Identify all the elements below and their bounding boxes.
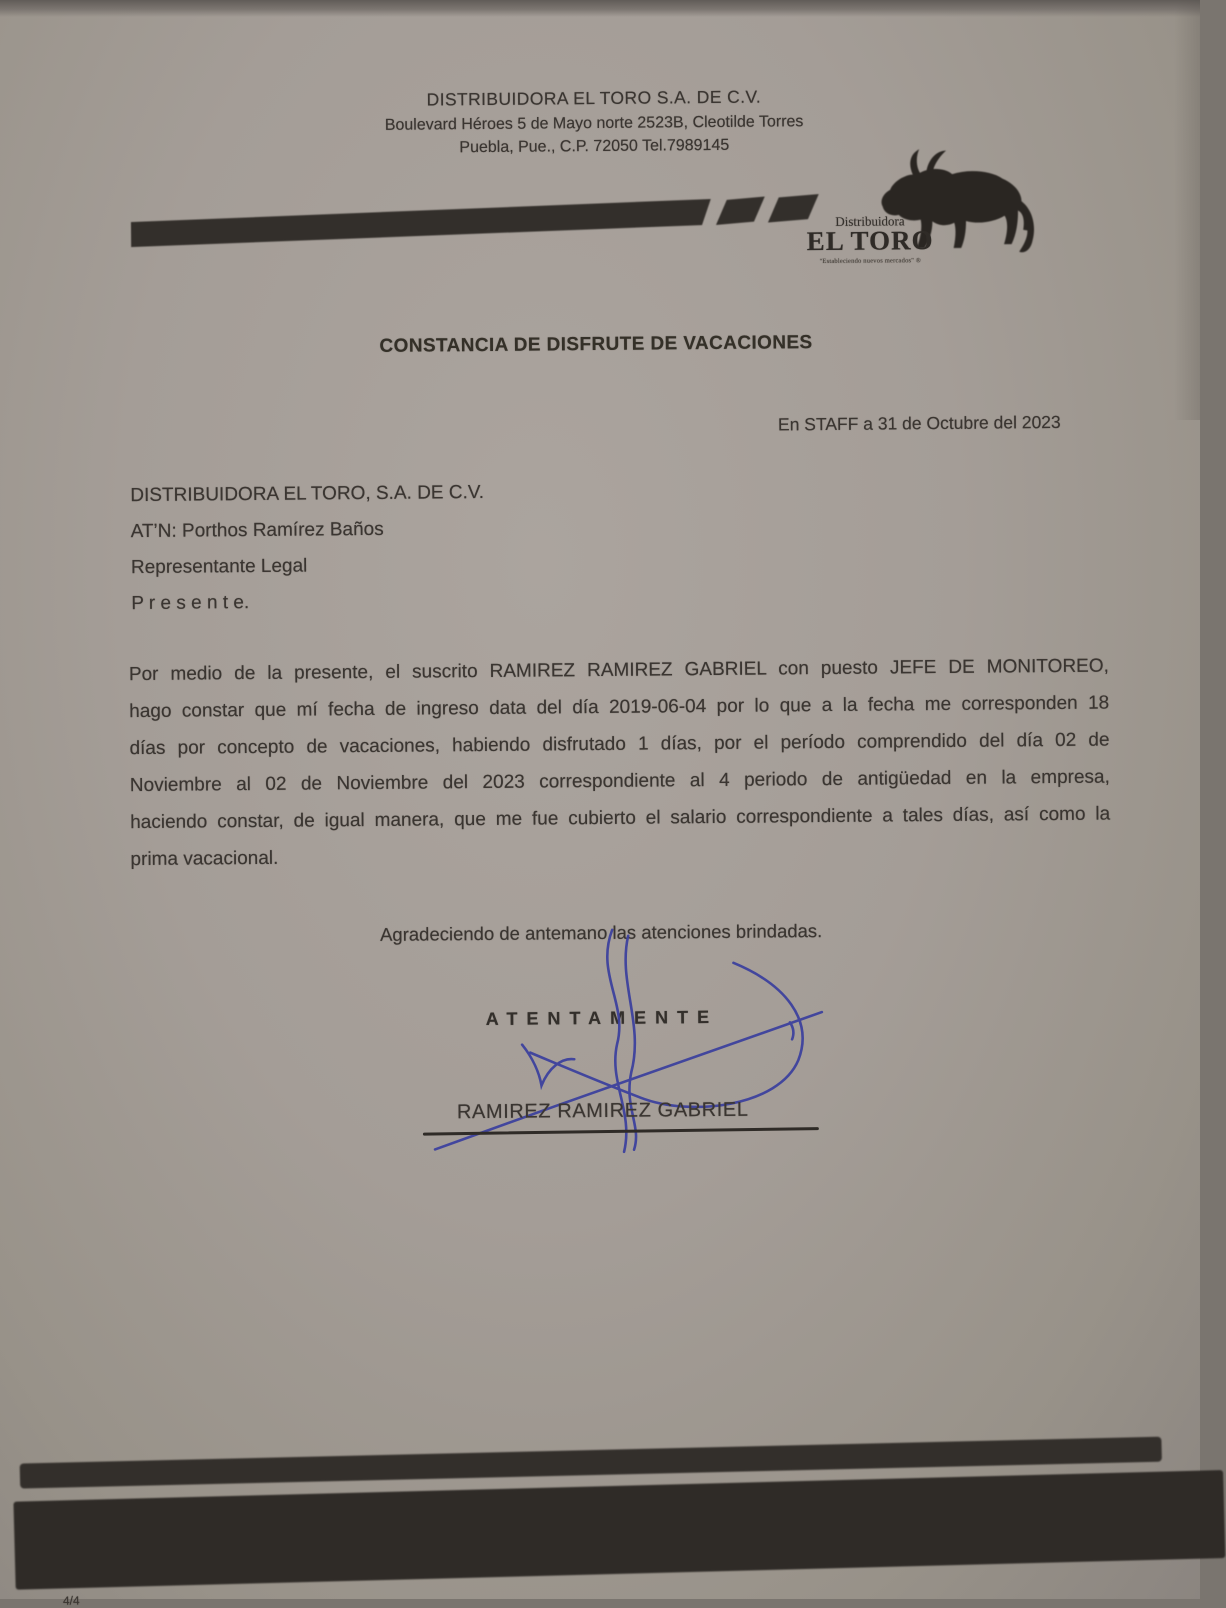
letter-body	[129, 656, 1111, 887]
recipient-attention: AT’N: Porthos Ramírez Baños	[130, 518, 384, 543]
header-divider-bar	[131, 194, 831, 252]
logo-tagline: "Estableciendo nuevos mercados" ®	[819, 257, 922, 266]
logo-brand-name: EL TORO	[806, 225, 934, 257]
signature-heading: ATENTAMENTE	[485, 1006, 719, 1030]
body-line: hago constar que mí fecha de ingreso data del día 2019-06-04 por lo que a la fecha me corresponden 18	[129, 692, 1110, 723]
body-line: haciendo constar, de igual manera, que me fue cubierto el salario correspondiente a tales días, así como la	[130, 803, 1111, 834]
el-toro-logo	[794, 146, 1065, 288]
date-line: En STAFF a 31 de Octubre del 2023	[777, 411, 1061, 435]
recipient-block	[130, 475, 485, 622]
body-line: Por medio de la presente, el suscrito RAMIREZ RAMIREZ GABRIEL con puesto JEFE DE MONITOREO,	[128, 655, 1109, 686]
footer-divider-bar-thick	[13, 1470, 1225, 1590]
signature-scribble	[381, 910, 853, 1164]
document-title: CONSTANCIA DE DISFRUTE DE VACACIONES	[379, 332, 813, 357]
recipient-salutation: P r e s e n t e.	[131, 592, 250, 615]
letterhead-company: DISTRIBUIDORA EL TORO S.A. DE C.V.	[426, 86, 762, 110]
recipient-role: Representante Legal	[130, 555, 308, 579]
logo-brand-top: Distribuidora	[835, 213, 905, 229]
letterhead-address-line2: Puebla, Pue., C.P. 72050 Tel.7989145	[459, 136, 730, 157]
body-line: prima vacacional.	[130, 847, 279, 871]
page-indicator: 4/4	[62, 1593, 80, 1608]
body-line: Noviembre al 02 de Noviembre del 2023 correspondiente al 4 periodo de antigüedad en la empresa,	[129, 766, 1110, 797]
closing-line: Agradeciendo de antemano las atenciones brindadas.	[379, 920, 823, 945]
letterhead-address-line1: Boulevard Héroes 5 de Mayo norte 2523B, Cleotilde Torres	[384, 113, 804, 134]
body-line: días por concepto de vacaciones, habiendo disfrutado 1 días, por el período comprendido del día 02 de	[129, 729, 1110, 760]
signatory-name: RAMIREZ RAMIREZ GABRIEL	[456, 1098, 749, 1124]
recipient-company: DISTRIBUIDORA EL TORO, S.A. DE C.V.	[130, 482, 485, 507]
